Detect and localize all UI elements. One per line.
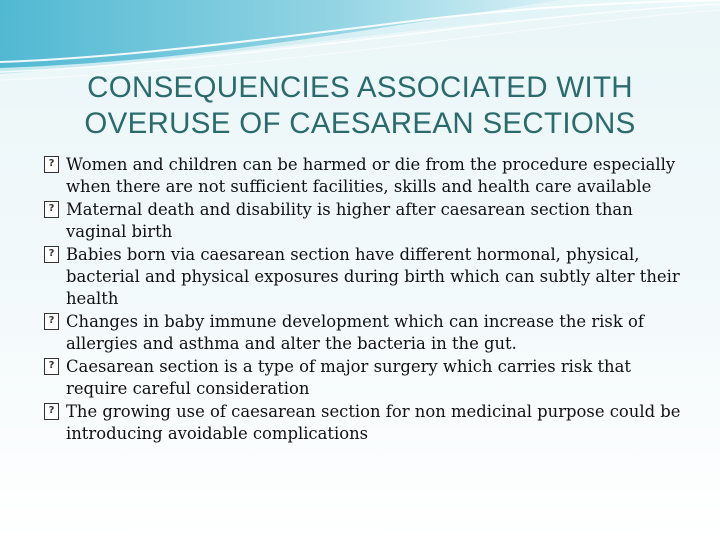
bullet-item [42, 199, 692, 242]
missing-glyph-icon: ? [44, 246, 59, 263]
slide-title-line-1: CONSEQUENCIES ASSOCIATED WITH [87, 71, 633, 104]
bullet-item [42, 356, 692, 399]
bullet-item [42, 244, 692, 309]
bullet-text: The growing use of caesarean section for non medicinal purpose could be introducing avoidable complications [66, 402, 681, 443]
bullet-item [42, 311, 692, 354]
bullet-text: Changes in baby immune development which can increase the risk of allergies and asthma and alter the bacteria in the gut. [66, 311, 644, 353]
missing-glyph-icon: ? [44, 201, 59, 218]
bullet-item [42, 154, 692, 197]
missing-glyph-icon: ? [44, 403, 59, 420]
missing-glyph-icon: ? [44, 313, 59, 330]
slide-title [0, 70, 720, 142]
missing-glyph-icon: ? [44, 156, 59, 173]
bullet-text: Caesarean section is a type of major surgery which carries risk that require careful consideration [66, 357, 631, 398]
slide-title-line-2: OVERUSE OF CAESAREAN SECTIONS [84, 107, 636, 140]
bullet-list [42, 154, 692, 446]
bullet-text: Maternal death and disability is higher after caesarean section than vaginal birth [66, 200, 633, 241]
bullet-text: Babies born via caesarean section have different hormonal, physical, bacterial and physical exposures during birth which can subtly alter their health [66, 245, 680, 308]
bullet-item [42, 401, 692, 444]
missing-glyph-icon: ? [44, 358, 59, 375]
bullet-text: Women and children can be harmed or die from the procedure especially when there are not sufficient facilities, skills and health care available [66, 155, 676, 196]
